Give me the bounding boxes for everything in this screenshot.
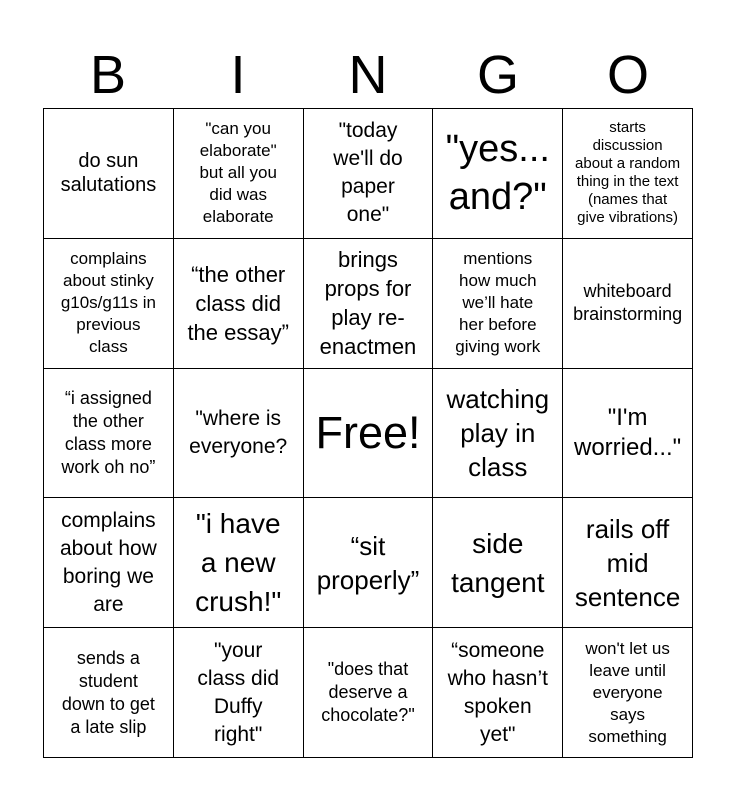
- bingo-cell-4-2[interactable]: [174, 498, 304, 628]
- cell-text: "yes... and?": [445, 128, 550, 219]
- bingo-cell-3-1[interactable]: [44, 369, 174, 499]
- cell-text: "can you elaborate" but all you did was elaborate: [199, 119, 277, 227]
- header-letter-g: G: [476, 45, 519, 105]
- bingo-cell-1-3[interactable]: [304, 109, 434, 239]
- bingo-cell-4-5[interactable]: [563, 498, 693, 628]
- bingo-cell-4-1[interactable]: [44, 498, 174, 628]
- cell-text: brings props for play re- enactmen: [319, 247, 417, 360]
- bingo-board: [43, 108, 693, 758]
- bingo-cell-3-4[interactable]: [433, 369, 563, 499]
- bingo-cell-5-2[interactable]: [174, 628, 304, 758]
- bingo-cell-5-3[interactable]: [304, 628, 434, 758]
- bingo-cell-5-4[interactable]: [433, 628, 563, 758]
- bingo-cell-1-4[interactable]: [433, 109, 563, 239]
- cell-text: “the other class did the essay”: [187, 261, 289, 345]
- header-letter-n: N: [348, 45, 388, 105]
- bingo-cell-3-2[interactable]: [174, 369, 304, 499]
- bingo-cell-2-4[interactable]: [433, 239, 563, 369]
- bingo-cell-3-3[interactable]: [304, 369, 434, 499]
- cell-text: watching play in class: [446, 383, 550, 482]
- cell-text: “someone who hasn’t spoken yet": [447, 638, 548, 746]
- cell-text: "your class did Duffy right": [197, 638, 280, 746]
- bingo-cell-1-2[interactable]: [174, 109, 304, 239]
- header-letter-o: O: [606, 45, 649, 105]
- cell-text: "today we'll do paper one": [333, 119, 403, 227]
- cell-text: “i assigned the other class more work oh no”: [61, 387, 156, 477]
- cell-text: whiteboard brainstorming: [573, 281, 683, 325]
- cell-text: complains about stinky g10s/g11s in previous class: [60, 249, 156, 357]
- bingo-cell-1-5[interactable]: [563, 109, 693, 239]
- cell-text: "does that deserve a chocolate?": [321, 659, 415, 726]
- bingo-cell-2-1[interactable]: [44, 239, 174, 369]
- bingo-cell-2-3[interactable]: [304, 239, 434, 369]
- cell-text: "I'm worried...": [573, 403, 682, 461]
- bingo-cell-4-4[interactable]: [433, 498, 563, 628]
- bingo-cell-5-1[interactable]: [44, 628, 174, 758]
- cell-text: mentions how much we’ll hate her before giving work: [455, 249, 541, 357]
- bingo-cell-2-2[interactable]: [174, 239, 304, 369]
- cell-text: starts discussion about a random thing in the text (names that give vibrations): [575, 119, 681, 227]
- bingo-cell-2-5[interactable]: [563, 239, 693, 369]
- cell-text: “sit properly”: [316, 530, 420, 595]
- cell-text: do sun salutations: [60, 150, 157, 197]
- header-letter-b: B: [89, 45, 127, 105]
- cell-text: complains about how boring we are: [59, 508, 157, 616]
- cell-text: "i have a new crush!": [195, 508, 282, 618]
- cell-text: "where is everyone?: [189, 406, 288, 458]
- bingo-header: [43, 40, 693, 110]
- bingo-cell-5-5[interactable]: [563, 628, 693, 758]
- header-letter-i: I: [230, 45, 246, 105]
- free-space-text: Free!: [315, 406, 421, 458]
- bingo-cell-4-3[interactable]: [304, 498, 434, 628]
- bingo-cell-1-1[interactable]: [44, 109, 174, 239]
- cell-text: sends a student down to get a late slip: [61, 647, 155, 737]
- cell-text: won't let us leave until everyone says something: [585, 638, 670, 746]
- cell-text: side tangent: [451, 527, 545, 598]
- cell-text: rails off mid sentence: [574, 513, 681, 612]
- bingo-cell-3-5[interactable]: [563, 369, 693, 499]
